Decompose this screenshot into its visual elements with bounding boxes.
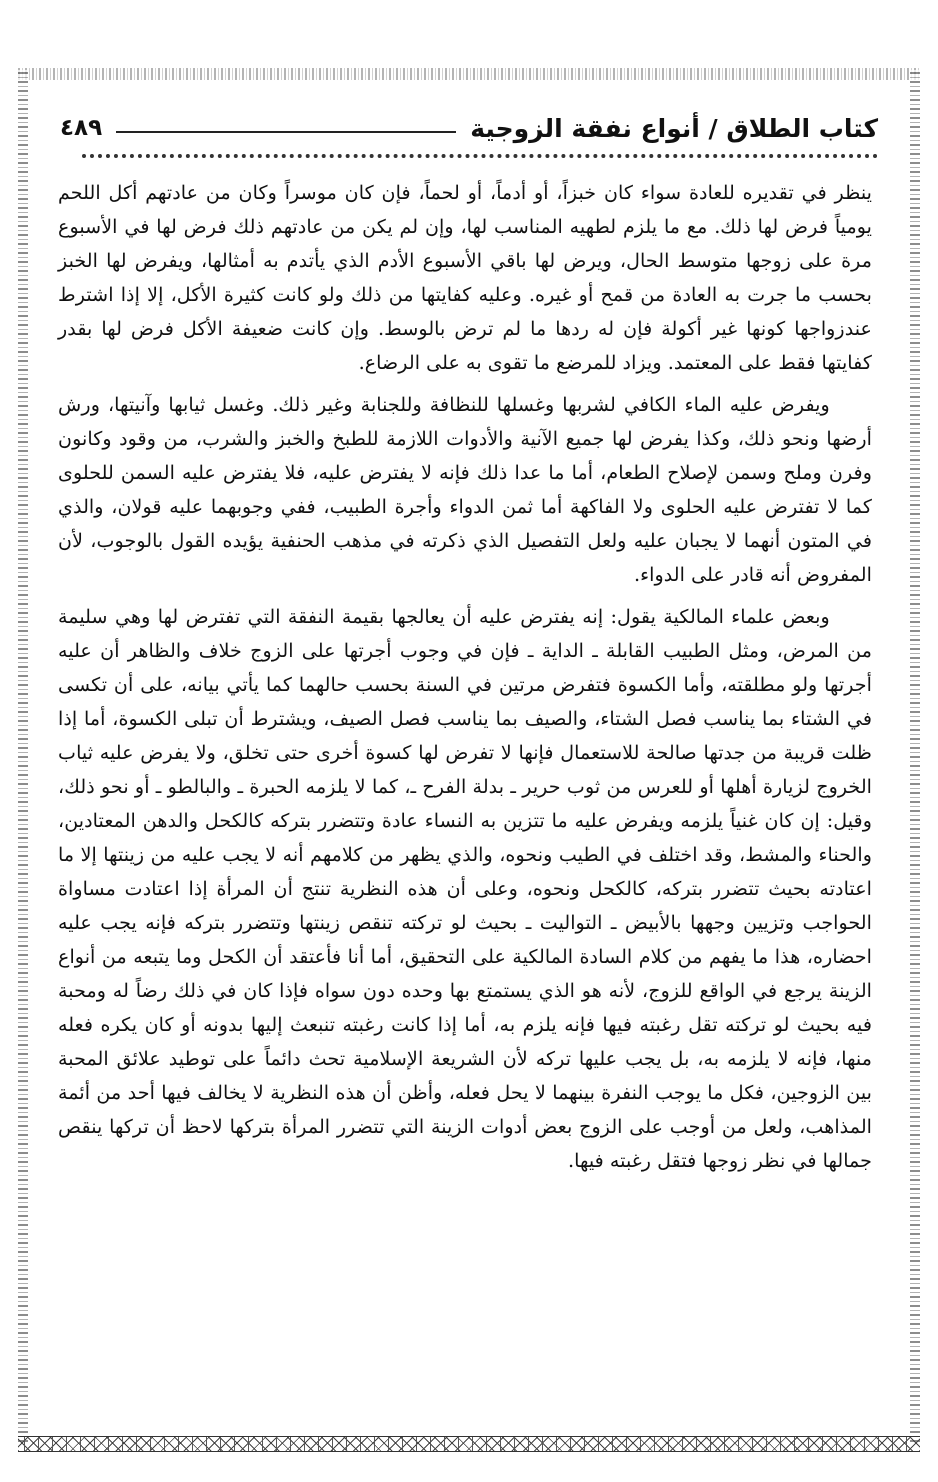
page-body — [58, 176, 872, 1178]
paragraph-1: ينظر في تقديره للعادة سواء كان خبزاً، أو أدماً، أو لحماً، فإن كان موسراً وكان من عادتهم أكل اللحم يومياً فرض لها ذلك. مع ما يلزم لطهيه المناسب لها، وإن لم يكن من عادتهم ذلك فرض لها في الأسبوع مرة على زوجها متوسط الحال، ويرض لها باقي الأسبوع الأدم الذي يأتدم به أمثالها، ويفرض لها الخبز بحسب ما جرت به العادة من قمح أو غيره. وعليه كفايتها من ذلك ولو كانت كثيرة الأكل، إلا إذا اشترط عندزواجها كونها غير أكولة فإن له ردها ما لم ترض بالوسط. وإن كانت ضعيفة الأكل فرض لها بقدر كفايتها فقط على المعتمد. ويزاد للمرضع ما تقوى به على الرضاع. — [58, 181, 872, 374]
paragraph-3: وبعض علماء المالكية يقول: إنه يفترض عليه أن يعالجها بقيمة النفقة التي تفترض لها وهي سليمة من المرض، ومثل الطبيب القابلة ـ الداية ـ فإن في وجوب أجرتها على الزوج خلاف والظاهر أن عليه أجرتها ولو مطلقته، وأما الكسوة فتفرض مرتين في السنة بحسب حالهما كما يأتي بيانه، على أن تكسى في الشتاء بما يناسب فصل الشتاء، والصيف بما يناسب فصل الصيف، ويشترط أن تبلى الكسوة، أما إذا ظلت قريبة من جدتها صالحة للاستعمال فإنها لا تفرض لها كسوة أخرى حتى تخلق، ولا يفرض عليه ثياب الخروج لزيارة أهلها أو للعرس من ثوب حرير ـ بدلة الفرح ـ، كما لا يلزمه الحبرة ـ والبالطو ـ أو نحو ذلك، وقيل: إن كان غنياً يلزمه ويفرض عليه ما تتزين به النساء عادة وتتضرر بتركه كالكحل والدهن المعتادين، والحناء والمشط، وقد اختلف في الطيب ونحوه، والذي يظهر من كلامهم أنه لا يجب عليه من زينتها إلا ما اعتادته بحيث تتضرر بتركه، كالكحل ونحوه، وعلى أن هذه النظرية تنتج أن المرأة إذا اعتادت مساواة الحواجب وتزيين وجهها بالأبيض ـ التواليت ـ بحيث لو تركته تنقص زينتها وتتضرر بتركه فإنه يجب عليه احضاره، هذا ما يفهم من كلام السادة المالكية على التحقيق، أما أنا فأعتقد أن الكحل وما يتبعه من أنواع الزينة يرجع في الواقع للزوج، لأنه هو الذي يستمتع بها وحده دون سواه فإذا كان في ذلك رضاً له ومحبة فيه بحيث لو تركته تقل رغبته فيها فإنه يلزم به، أما إذا كانت رغبته تنبعث إليها بدونه أو كان يكره فعله منها، فإنه لا يلزمه به، بل يجب عليها تركه لأن الشريعة الإسلامية تحث دائماً على توطيد علائق المحبة بين الزوجين، فكل ما يوجب النفرة بينهما لا يحل فعله، وأظن أن هذه النظرية لا يخالف فيها أحد من أئمة المذاهب، ولعل من أوجب على الزوج بعض أدوات الزينة التي تتضرر المرأة بتركها لاحظ أن تركها ينقص جمالها في نظر زوجها فتقل رغبته فيها. — [58, 605, 872, 1172]
dotted-divider — [82, 154, 878, 158]
ornamental-border-bottom — [18, 1436, 920, 1452]
header-rule — [116, 131, 456, 133]
ornamental-border-right — [910, 70, 920, 1442]
header-title: كتاب الطلاق / أنواع نفقة الزوجية — [470, 113, 878, 143]
page-number: ٤٨٩ — [60, 115, 103, 141]
paragraph-2: ويفرض عليه الماء الكافي لشربها وغسلها للنظافة وللجنابة وغير ذلك. وغسل ثيابها وآنيتها، ورش أرضها ونحو ذلك، وكذا يفرض لها جميع الآنية والأدوات اللازمة للطبخ والخبز والشرب، من وقود وكانون وفرن وملح وسمن لإصلاح الطعام، أما ما عدا ذلك فإنه لا يفترض عليه، فلا يفترض عليه السمن للحلوى كما لا تفترض عليه الحلوى ولا الفاكهة أما ثمن الدواء وأجرة الطبيب، ففي وجوبهما عليه قولان، والذي في المتون أنهما لا يجبان عليه ولعل التفصيل الذي ذكرته في مذهب الحنفية يؤيده القول بالوجوب، لأن المفروض أنه قادر على الدواء. — [58, 393, 872, 586]
ornamental-border-left — [18, 70, 28, 1442]
running-header — [60, 108, 878, 148]
ornamental-border-top — [18, 68, 920, 80]
